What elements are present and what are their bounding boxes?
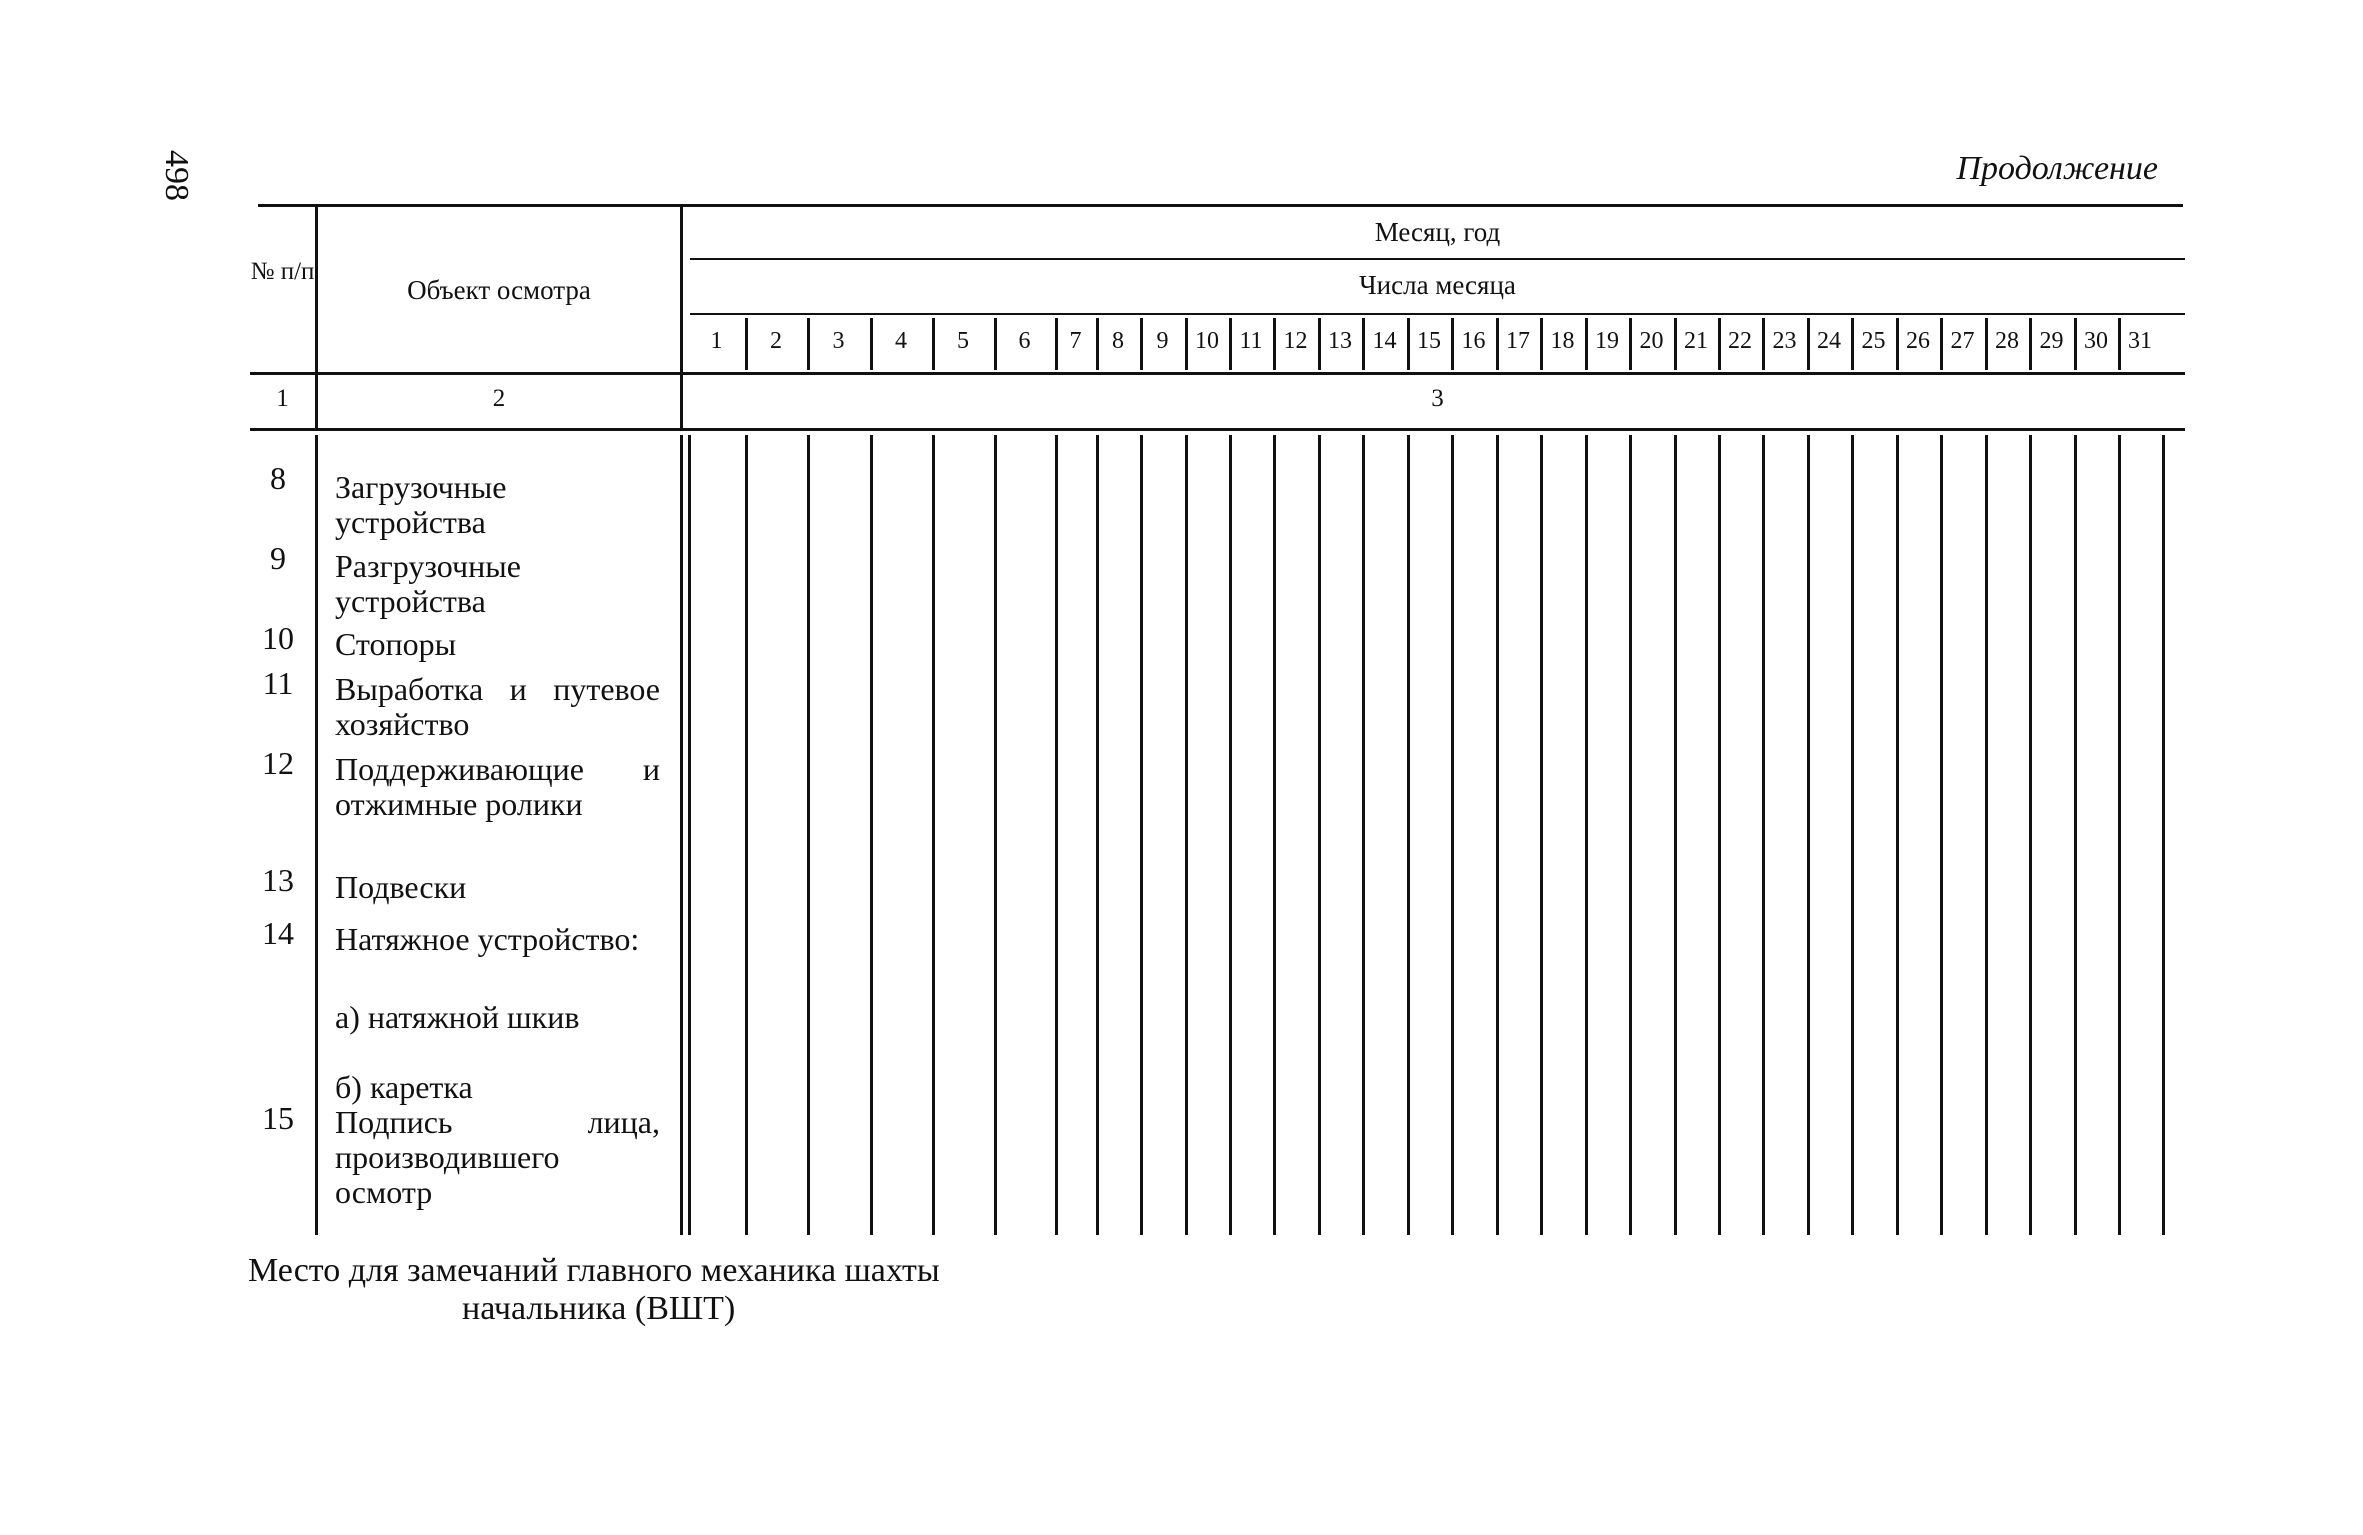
row-text: Выработка и путевое хозяйство [335,671,660,742]
row-num: 15 [262,1100,294,1136]
body-sep-object [680,435,683,1235]
day-number: 10 [1195,328,1219,354]
row-num: 9 [270,540,286,576]
day-number: 19 [1595,328,1619,354]
header-days-of-month: Числа месяца [1359,270,1516,300]
day-column-line [1674,435,1677,1235]
day-number: 5 [957,328,969,354]
row-text: а) натяжной шкив [335,999,580,1035]
day-number: 9 [1156,328,1169,354]
day-column-line [1718,435,1721,1235]
day-column-line [932,435,935,1235]
day-column-line [1851,435,1854,1235]
footer-remarks-line2: начальника (ВШТ) [462,1290,736,1327]
header-num: № п/п [250,258,315,285]
day-column-line [1451,435,1454,1235]
month-rule [690,258,2185,260]
row-text: б) каретка [335,1069,473,1105]
day-number: 7 [1069,328,1082,354]
day-column-line [1585,435,1588,1235]
row-text: Стопоры [335,626,457,662]
day-column-line [1055,435,1058,1235]
day-number: 27 [1950,328,1975,354]
day-column-line [688,435,691,1235]
header-col-2: 2 [492,385,506,412]
day-number: 15 [1417,328,1441,354]
colnum-bottom-rule [250,428,2185,431]
row-num: 12 [262,745,294,781]
row-num: 14 [262,915,294,951]
continuation-label: Продолжение [1956,150,2158,187]
row-num: 11 [262,665,294,701]
day-column-line [1629,435,1632,1235]
day-number: 4 [895,328,907,354]
day-column-line [2162,435,2165,1235]
day-number: 12 [1283,328,1308,354]
day-column-line [1140,435,1143,1235]
header-month-year: Месяц, год [1374,217,1501,247]
row-text: Подпись лица, производившего осмотр [335,1104,660,1210]
day-number: 31 [2128,328,2152,354]
row-text: Натяжное устройство: [335,921,640,957]
day-column-line [1940,435,1943,1235]
day-number: 13 [1328,328,1352,354]
header-object: Объект осмотра [407,275,591,305]
days-header-rule [690,313,2185,315]
day-number: 25 [1861,328,1886,354]
row-num: 8 [270,460,286,496]
day-column-line [1985,435,1988,1235]
day-number: 1 [710,328,723,354]
header-col-1: 1 [276,385,289,412]
day-number: 3 [832,328,845,354]
day-column-line [1540,435,1543,1235]
day-number: 23 [1772,328,1797,354]
day-number: 22 [1728,328,1752,354]
day-number: 18 [1550,328,1575,354]
day-column-line [807,435,810,1235]
day-number: 28 [1995,328,2019,354]
day-number: 6 [1018,328,1031,354]
day-column-line [1496,435,1499,1235]
day-column-line [1096,435,1099,1235]
day-number: 2 [770,328,782,354]
day-column-line [1185,435,1188,1235]
day-number: 20 [1639,328,1664,354]
footer-remarks-line1: Место для замечаний главного механика шахты [248,1252,940,1289]
row-text: Разгрузочные устройства [335,548,521,619]
day-column-line [2029,435,2032,1235]
day-column-line [1762,435,1765,1235]
day-column-line [2074,435,2077,1235]
day-column-line [1807,435,1810,1235]
body-sep-num [315,435,318,1235]
day-number: 24 [1817,328,1841,354]
day-number: 17 [1506,328,1530,354]
row-num: 13 [262,862,294,898]
day-column-line [1229,435,1232,1235]
day-number: 8 [1112,328,1124,354]
day-column-line [1362,435,1365,1235]
row-text: Подвески [335,869,467,905]
day-column-line [994,435,997,1235]
page-number: 498 [158,150,195,201]
day-number: 11 [1239,328,1263,354]
row-text: Загрузочные устройства [335,469,507,540]
day-number: 26 [1906,328,1930,354]
header-bottom-rule [250,372,2185,375]
day-number: 21 [1684,328,1708,354]
day-number: 30 [2084,328,2108,354]
day-number: 16 [1461,328,1486,354]
day-number: 29 [2039,328,2064,354]
day-column-line [1273,435,1276,1235]
header-col-3: 3 [1431,385,1444,412]
row-text: Поддерживающие и отжимные ролики [335,751,660,822]
day-column-line [1407,435,1410,1235]
day-column-line [870,435,873,1235]
day-number: 14 [1372,328,1397,354]
top-rule [258,204,2183,207]
day-column-line [1896,435,1899,1235]
header-sep-object [680,207,683,429]
day-column-line [2118,435,2121,1235]
day-column-line [745,435,748,1235]
row-num: 10 [262,620,294,656]
day-column-line [1318,435,1321,1235]
